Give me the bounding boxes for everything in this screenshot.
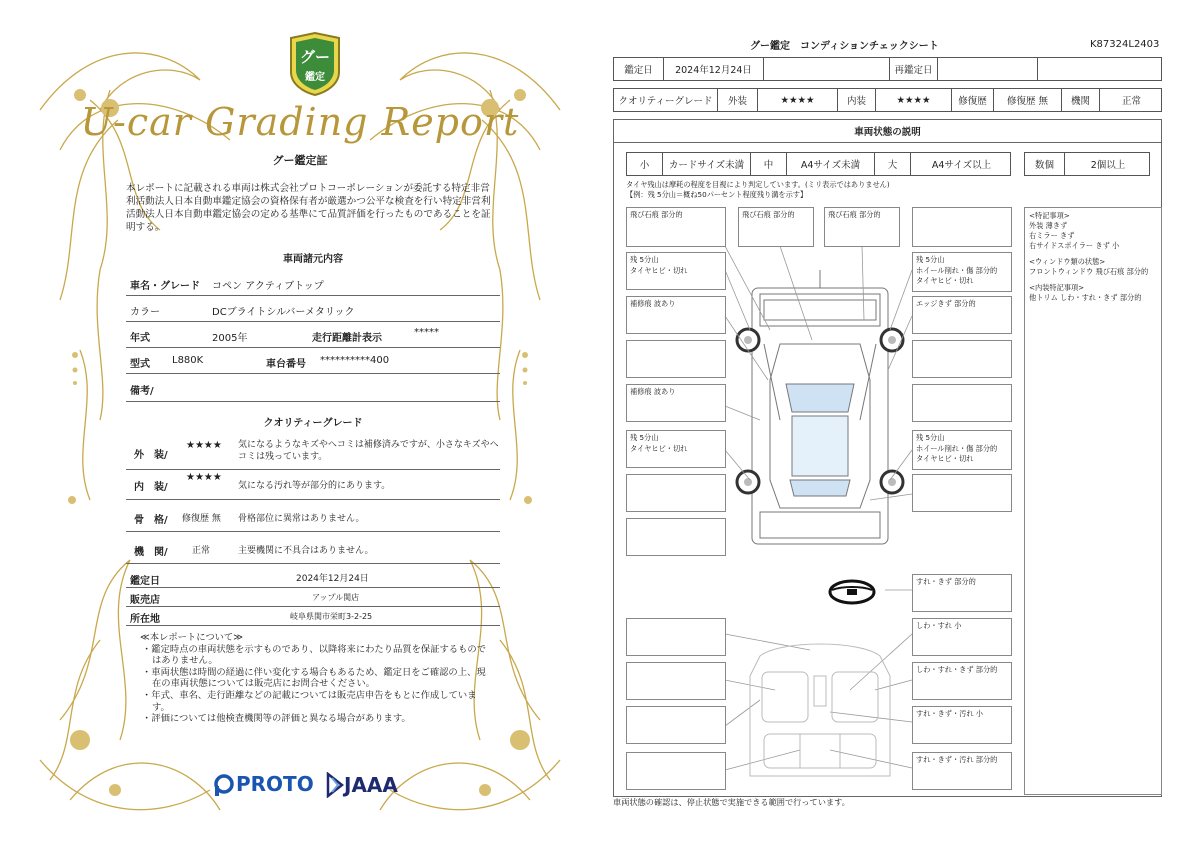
count-desc: 2個以上 <box>1090 160 1126 171</box>
condition-box-left-front-tire <box>626 252 726 290</box>
window-note-1: フロントウィンドウ 飛び石痕 部分的 <box>1029 267 1149 276</box>
frame-label: 骨 格/ <box>134 515 168 526</box>
condition-box-int-right-1: しわ・すれ 小 <box>912 618 1012 656</box>
jaaa-logo-text: JAAA <box>344 773 398 797</box>
spec-row-color <box>126 298 500 322</box>
spec-chassis-label: 車台番号 <box>266 359 306 370</box>
condition-box-right-front-tire <box>912 252 1012 292</box>
grade-int-stars: ★★★★ <box>876 89 952 111</box>
window-notes-title: <ウィンドウ類の状態> <box>1029 257 1106 266</box>
quality-row-frame <box>126 504 500 532</box>
interior-stars: ★★★★ <box>186 472 222 483</box>
info-row-date <box>126 568 500 588</box>
grade-repair-label: 修復歴 <box>952 89 994 111</box>
condition-box-int-left-3 <box>626 706 726 744</box>
condition-box-int-right-3: すれ・きず・汚れ 小 <box>912 706 1012 744</box>
grade-int-label: 内装 <box>838 89 876 111</box>
spec-odo-value: ***** <box>414 327 439 338</box>
condition-box-left-fender: 補修痕 波あり <box>626 296 726 334</box>
spec-year-label: 年式 <box>130 333 150 344</box>
report-note-3: ・年式、車名、走行距離などの記載については販売店申告をもとに作成しています。 <box>142 689 477 713</box>
info-shop-value: アップル関店 <box>312 593 360 602</box>
condition-box-right-rear <box>912 474 1012 512</box>
redate-label: 再鑑定日 <box>890 58 938 80</box>
condition-box-left-mid <box>626 340 726 378</box>
report-note-2: ・車両状態は時間の経過に伴い変化する場合もあるため、鑑定日をご確認の上、現在の車両状態については販売店にお問合せください。 <box>142 666 486 690</box>
interior-text: 気になる汚れ等が部分的にあります。 <box>238 481 391 491</box>
condition-box-right-mid <box>912 340 1012 378</box>
info-row-shop <box>126 589 500 607</box>
spec-row-remarks <box>126 376 500 402</box>
info-shop-label: 販売店 <box>130 595 160 606</box>
grade-ext-stars: ★★★★ <box>758 89 838 111</box>
special-notes-title: <特記事項> <box>1029 211 1070 220</box>
spec-model-value: L880K <box>172 355 204 366</box>
condition-box-int-left-4 <box>626 752 726 790</box>
right-rear-tire-line-2: ホイール削れ・傷 部分的 <box>916 443 998 453</box>
report-notes-title: ≪本レポートについて≫ <box>140 632 243 643</box>
grade-engine-label: 機関 <box>1062 89 1100 111</box>
quality-row-interior <box>126 472 500 500</box>
condition-box-right-door <box>912 384 1012 422</box>
certificate-intro: 本レポートに記載される車両は株式会社プロトコーポレーションが委託する特定非営利活動法人日本自動車鑑定協会の資格保有者が厳選かつ公平な検査を行い特定非営利活動法人日本自動車鑑定協会の定める基準にて品質評価を行ったものであることを証明する。 <box>126 183 491 233</box>
date-value: 2024年12月24日 <box>664 58 764 80</box>
grade-label: クオリティーグレード <box>614 89 718 111</box>
jaaa-logo-icon <box>326 772 344 798</box>
report-note-1: ・鑑定時点の車両状態を示すものであり、以降将来にわたり品質を保証するものではありません。 <box>142 643 486 667</box>
engine-value: 正常 <box>192 546 211 556</box>
tire-note-1: タイヤ残山は摩耗の程度を目視により判定しています。(ミリ表示ではありません) <box>626 180 890 189</box>
right-rear-tire-line-1: 残 5分山 <box>916 433 945 442</box>
sheet-footer-note: 車両状態の確認は、停止状態で実施できる範囲で行っています。 <box>613 797 850 807</box>
right-front-tire-line-1: 残 5分山 <box>916 255 945 264</box>
spec-section-title: 車両諸元内容 <box>283 254 343 265</box>
condition-box-steering: すれ・きず 部分的 <box>912 574 1012 612</box>
svg-text:グー: グー <box>299 48 331 66</box>
exterior-stars: ★★★★ <box>186 440 222 451</box>
spec-remarks-label: 備考/ <box>130 386 154 397</box>
spec-year-value: 2005年 <box>212 333 248 344</box>
left-rear-tire-line-1: 残 5分山 <box>630 433 659 442</box>
condition-check-sheet <box>600 0 1200 848</box>
spec-name-label: 車名・グレード <box>130 281 200 292</box>
condition-box-int-left-2 <box>626 662 726 700</box>
right-front-tire-line-3: タイヤヒビ・切れ <box>916 276 974 285</box>
special-note-3: 右サイドスポイラー きず 小 <box>1029 241 1120 250</box>
frame-value: 修復歴 無 <box>182 514 221 524</box>
size-big-desc: A4サイズ以上 <box>931 160 992 171</box>
goo-kantei-badge-icon <box>287 32 343 96</box>
size-small-label: 小 <box>627 153 663 175</box>
condition-box-front-left: 飛び石痕 部分的 <box>626 207 726 247</box>
size-mid-desc: A4サイズ未満 <box>787 153 875 175</box>
sheet-id: K87324L2403 <box>1090 39 1160 50</box>
sponsor-logos <box>214 770 414 800</box>
condition-box-left-rear <box>626 474 726 512</box>
condition-box-left-bumper <box>626 518 726 556</box>
spec-chassis-value: **********400 <box>320 355 390 366</box>
engine-text: 主要機関に不具合はありません。 <box>238 546 374 556</box>
report-notes <box>140 632 492 725</box>
condition-box-front-center: 飛び石痕 部分的 <box>738 207 814 247</box>
right-rear-tire-line-3: タイヤヒビ・切れ <box>916 454 974 463</box>
info-date-value: 2024年12月24日 <box>296 574 369 584</box>
proto-logo-icon <box>214 774 234 796</box>
svg-text:鑑定: 鑑定 <box>305 72 325 83</box>
grade-engine-value: 正常 <box>1121 96 1141 107</box>
interior-notes-title: <内装特記事項> <box>1029 283 1085 292</box>
left-front-tire-line-1: 残 5分山 <box>630 255 659 264</box>
spec-odo-label: 走行距離計表示 <box>312 333 382 344</box>
sheet-heading: グー鑑定 コンディションチェックシート <box>750 41 939 52</box>
date-label: 鑑定日 <box>614 58 664 80</box>
condition-box-int-right-2: しわ・すれ・きず 部分的 <box>912 662 1012 700</box>
tire-note-2: 【例：残 5分山＝概ね50パーセント程度残り溝を示す】 <box>626 190 808 199</box>
car-interior-diagram <box>740 636 900 786</box>
grade-ext-label: 外装 <box>718 89 758 111</box>
quality-section-title: クオリティーグレード <box>263 418 363 429</box>
left-rear-tire-line-2: タイヤヒビ・切れ <box>630 443 688 453</box>
spec-row-year <box>126 324 500 348</box>
proto-logo-text: PROTO <box>236 772 314 796</box>
spec-color-value: DCブライトシルバーメタリック <box>212 307 355 318</box>
engine-label: 機 関/ <box>134 547 168 558</box>
right-front-tire-line-2: ホイール削れ・傷 部分的 <box>916 265 998 275</box>
count-label: 数個 <box>1025 153 1065 175</box>
condition-box-int-right-4: すれ・きず・汚れ 部分的 <box>912 752 1012 790</box>
report-note-4: ・評価については他検査機関等の評価と異なる場合があります。 <box>142 713 411 725</box>
interior-note-1: 他トリム しわ・すれ・きず 部分的 <box>1029 293 1142 302</box>
special-note-1: 外装 薄きず <box>1029 221 1068 230</box>
spec-name-value: コペン アクティブトップ <box>212 281 324 292</box>
quality-row-engine <box>126 536 500 564</box>
exterior-text: 気になるようなキズやヘコミは補修済みですが、小さなキズやヘコミは残っています。 <box>238 440 499 462</box>
info-address-label: 所在地 <box>130 614 160 625</box>
spec-model-label: 型式 <box>130 359 150 370</box>
spec-row-name <box>126 272 500 296</box>
info-date-label: 鑑定日 <box>130 576 160 587</box>
report-script-title: U-car Grading Report <box>80 100 520 144</box>
condition-box-front-right: 飛び石痕 部分的 <box>824 207 900 247</box>
spec-row-model <box>126 350 500 374</box>
size-mid-label: 中 <box>751 153 787 175</box>
special-note-2: 右ミラー きず <box>1029 231 1075 240</box>
steering-wheel-icon <box>827 578 877 606</box>
grade-repair-value: 修復歴 無 <box>994 89 1062 111</box>
condition-box-top-right <box>912 207 1012 247</box>
left-front-tire-line-2: タイヤヒビ・切れ <box>630 265 688 275</box>
certificate-title: グー鑑定証 <box>272 154 328 167</box>
condition-box-int-left-1 <box>626 618 726 656</box>
exterior-label: 外 装/ <box>134 450 168 461</box>
info-address-value: 岐阜県関市栄町3-2-25 <box>290 612 373 621</box>
condition-box-left-rear-tire <box>626 430 726 468</box>
desc-title: 車両状態の説明 <box>613 119 1162 143</box>
info-row-address <box>126 608 500 626</box>
condition-box-right-fender: エッジきず 部分的 <box>912 296 1012 334</box>
quality-row-exterior <box>126 434 500 470</box>
spec-color-label: カラー <box>130 307 160 318</box>
special-notes-panel <box>1024 207 1162 795</box>
size-small-desc: カードサイズ未満 <box>663 153 751 175</box>
interior-label: 内 装/ <box>134 482 168 493</box>
frame-text: 骨格部位に異常はありません。 <box>238 514 365 524</box>
condition-box-right-rear-tire <box>912 430 1012 470</box>
condition-box-left-door: 補修痕 波あり <box>626 384 726 422</box>
size-big-label: 大 <box>875 153 911 175</box>
